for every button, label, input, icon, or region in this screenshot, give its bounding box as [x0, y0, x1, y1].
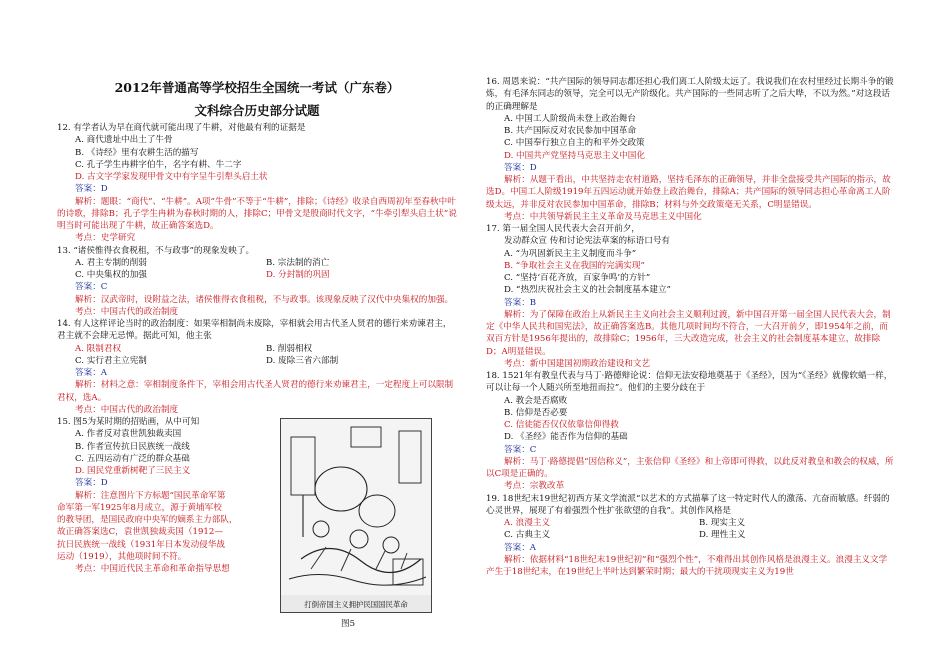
figure-caption: 图5	[341, 619, 356, 629]
option: A. 君主专制的削弱	[75, 257, 147, 268]
answer: 答案：D	[75, 478, 108, 489]
exam-point: 考点：新中国建国初期政治建设和文艺	[504, 358, 651, 369]
option-correct: B. “争取社会主义在我国的完满实现”	[504, 260, 645, 271]
exam-point: 考点：中共领导新民主主义革命及马克思主义中国化	[504, 211, 702, 222]
option: A. 浪漫主义	[504, 518, 551, 528]
exam-point: 考点：中国近代民主革命和革命指导思想	[75, 564, 230, 574]
option: A. 作者反对袁世凯独裁卖国	[75, 429, 182, 440]
option-correct: D. 古文字学家发现甲骨文中有字呈牛引犁头启土状	[75, 172, 268, 182]
option: D. 理性主义	[699, 530, 746, 541]
right-column	[486, 76, 894, 578]
question-stem: 19. 18世纪末19世纪初西方某文学流派“以艺术的方式描摹了这一特定时代人的激荡、亢奋而敏感。纤弱的心灵世界，展现了有着强烈个性扩张欲望的自我”。其创作风格是	[486, 493, 890, 516]
option: D. 分封制的巩固	[266, 270, 330, 280]
question-stem: 14. 有人这样评论当时的政治制度：如果宰相制尚未废除，宰相就会用古代圣人贤君的德行来劝谏君主，君主就不会肆无忌惮。据此可知，他主张	[57, 319, 452, 342]
option: A. 中国工人阶级尚未登上政治舞台	[504, 113, 636, 124]
explanation: 解析：材料之意：宰相制度条件下，宰相会用古代圣人贤君的德行来劝谏君主，一定程度上可以限制君权，选A。	[57, 380, 454, 403]
option-row	[57, 257, 457, 269]
left-questions	[57, 122, 457, 416]
exam-point: 考点：中国古代的政治制度	[75, 404, 179, 415]
option: D. “热烈庆祝社会主义的社会制度基本建立”	[504, 285, 671, 296]
poster-caption: 打倒帝国主义拥护民国国民革命	[304, 600, 408, 609]
answer: 答案：D	[75, 184, 108, 195]
question-stem: 16. 周恩来说：“共产国际的领导同志都还担心我们离工人阶级太远了。我说我们在农村里经过长期斗争的锻炼，有毛泽东同志的领导，完全可以无产阶级化。共产国际的一些同志听了之后大哗，不以为然。”对这段话的正确理解是	[486, 77, 894, 112]
option: C. 孔子学生冉耕字伯牛，名字有耕、牛二字	[75, 159, 242, 170]
question-stem: 15. 图5为某时期的招贴画，从中可知	[57, 417, 200, 427]
option-row	[57, 343, 457, 355]
option-correct: C. 信徒能否仅仅依靠信仰得救	[504, 420, 619, 430]
option: C. 中国奉行独立自主的和平外交政策	[504, 138, 645, 149]
answer: 答案：A	[75, 368, 107, 378]
option-row	[486, 517, 894, 529]
option: C. 五四运动有广泛的群众基础	[75, 453, 190, 464]
question-15	[57, 416, 457, 629]
option: B. 《诗经》里有农耕生活的描写	[75, 147, 199, 158]
explanation-line: 命军第一军1925年8月成立，源于黄埔军校	[57, 502, 222, 513]
exam-subtitle: 文科综合历史部分试题	[194, 103, 320, 118]
poster-illustration	[281, 419, 431, 612]
question-stem: 13. “诸侯惟得衣食税租，不与政事”的现象发映了。	[57, 245, 255, 256]
explanation: 解析：马丁·路德提倡“因信称义”，主张信仰《圣经》和上帝即可得救，以此反对教皇和教会的权威，所以C项是正确的。	[486, 456, 894, 479]
exam-point: 考点：宗教改革	[504, 481, 565, 492]
option: B. 共产国际反对农民参加中国革命	[504, 126, 637, 136]
option: D. 《圣经》能否作为信仰的基础	[504, 432, 628, 443]
exam-title: 2012年普通高等学校招生全国统一考试（广东卷）	[114, 80, 400, 95]
option: B. 作者宣传抗日民族统一战线	[75, 441, 190, 452]
answer: 答案：A	[504, 542, 536, 553]
explanation-line: 抗日民族统一战线（1931年日本发动侵华战	[57, 539, 225, 550]
option: D. 废除三省六部制	[266, 355, 339, 366]
option: 发动群众宣 传和讨论宪法草案的标语口号有	[504, 236, 671, 247]
explanation-line: 运动（1919），其他项时间不符。	[57, 551, 187, 562]
option: A. 限制君权	[75, 343, 122, 354]
option: C. “坚持‘百花齐放，百家争鸣’的方针”	[504, 273, 651, 283]
propaganda-poster-image	[280, 418, 432, 613]
explanation: 解析：题眼：“商代”、“牛耕”。A项“牛骨”不等于“牛耕”，排除；《诗经》收录自西周初年至春秋中叶的诗歌，排除B；孔子学生冉耕为春秋时期的人，排除C；甲骨文是殷商时代文字，“牛牵引犁头启土状”说明当时可能出现了牛耕，故正确答案选D。	[57, 196, 457, 231]
option: C. 实行君主立宪制	[75, 355, 147, 366]
explanation-line: 的教导团，是国民政府中央军的嫡系主力部队，	[57, 515, 238, 525]
exam-point: 考点：史学研究	[75, 233, 136, 244]
explanation-line: 解析：注意图片下方标题“国民革命军第	[75, 490, 226, 501]
option-row	[57, 355, 457, 367]
option: B. 宗法制的消亡	[266, 257, 330, 268]
option-correct: D. 中国共产党坚持马克思主义中国化	[504, 150, 645, 161]
option: A. 商代遗址中出土了牛骨	[75, 135, 173, 146]
explanation: 解析：依据材料“18世纪末19世纪初”和“强烈个性”，不难得出其创作风格是浪漫主义。浪漫主义文学产生于18世纪末，在19世纪上半叶达到繁荣时期；最大的干扰项现实主义为19世	[486, 554, 888, 577]
option-correct: D. 国民党重新树靶了三民主义	[75, 466, 191, 476]
left-column	[57, 76, 457, 629]
answer: 答案：B	[504, 297, 537, 308]
question-stem: 17. 第一届全国人民代表大会召开前夕，	[486, 224, 640, 234]
explanation: 解析：从题干看出，中共坚持走农村道路，坚持毛泽东的正确领导，并非全盘接受共产国际的指示，故选D。中国工人阶级1919年五四运动就开始登上政治舞台，排除A；共产国际的领导同志担心革命离工人阶级太远，并非反对农民参加中国革命，排除B；材料与外交政策毫无关系，C明显错误。	[486, 175, 891, 210]
option: B. 削弱相权	[266, 343, 313, 354]
question-stem: 18. 1521年有教皇代表与马丁·路德辩论说：信仰无法安稳地奠基于《圣经》，因为“《圣经》就像软蜡一样，可以让每一个人随兴所至地扭而拉”。他们的主要分歧在于	[486, 371, 893, 394]
exam-point: 考点：中国古代的政治制度	[75, 306, 179, 317]
question-stem: 12. 有学者认为早在商代就可能出现了牛耕，对他最有利的证据是	[57, 123, 306, 133]
option-row	[486, 529, 894, 541]
option-row	[57, 269, 457, 281]
option: B. 信仰是否必要	[504, 407, 568, 418]
answer: 答案：C	[504, 444, 537, 455]
option: A. “为巩固新民主主义制度而斗争”	[504, 248, 637, 259]
option: C. 中央集权的加强	[75, 270, 147, 280]
explanation: 解析：为了保障在政治上从新民主主义向社会主义顺利过渡，新中国召开第一届全国人民代表大会，制定《中华人民共和国宪法》，故正确答案选B。其他几项时间均不符合，一大召开前夕，即1954年之前，而双百方针是1956年提出的，故排除C；1956年，三大改造完成，社会主义的社会制度基本建立，故排除D；A明显错误。	[486, 309, 891, 357]
right-questions	[486, 76, 894, 578]
explanation-line: 故正确答案选C，袁世凯独裁卖国（1912—	[57, 527, 223, 538]
option: A. 教会是否腐败	[504, 395, 568, 406]
answer: 答案：C	[75, 282, 108, 293]
option: B. 现实主义	[699, 518, 746, 528]
answer: 答案：D	[504, 162, 537, 173]
option: C. 古典主义	[504, 530, 551, 541]
explanation: 解析：汉武帝时，设附益之法，诸侯惟得衣食租税，不与政事。该现象反映了汉代中央集权的加强。	[75, 294, 454, 305]
